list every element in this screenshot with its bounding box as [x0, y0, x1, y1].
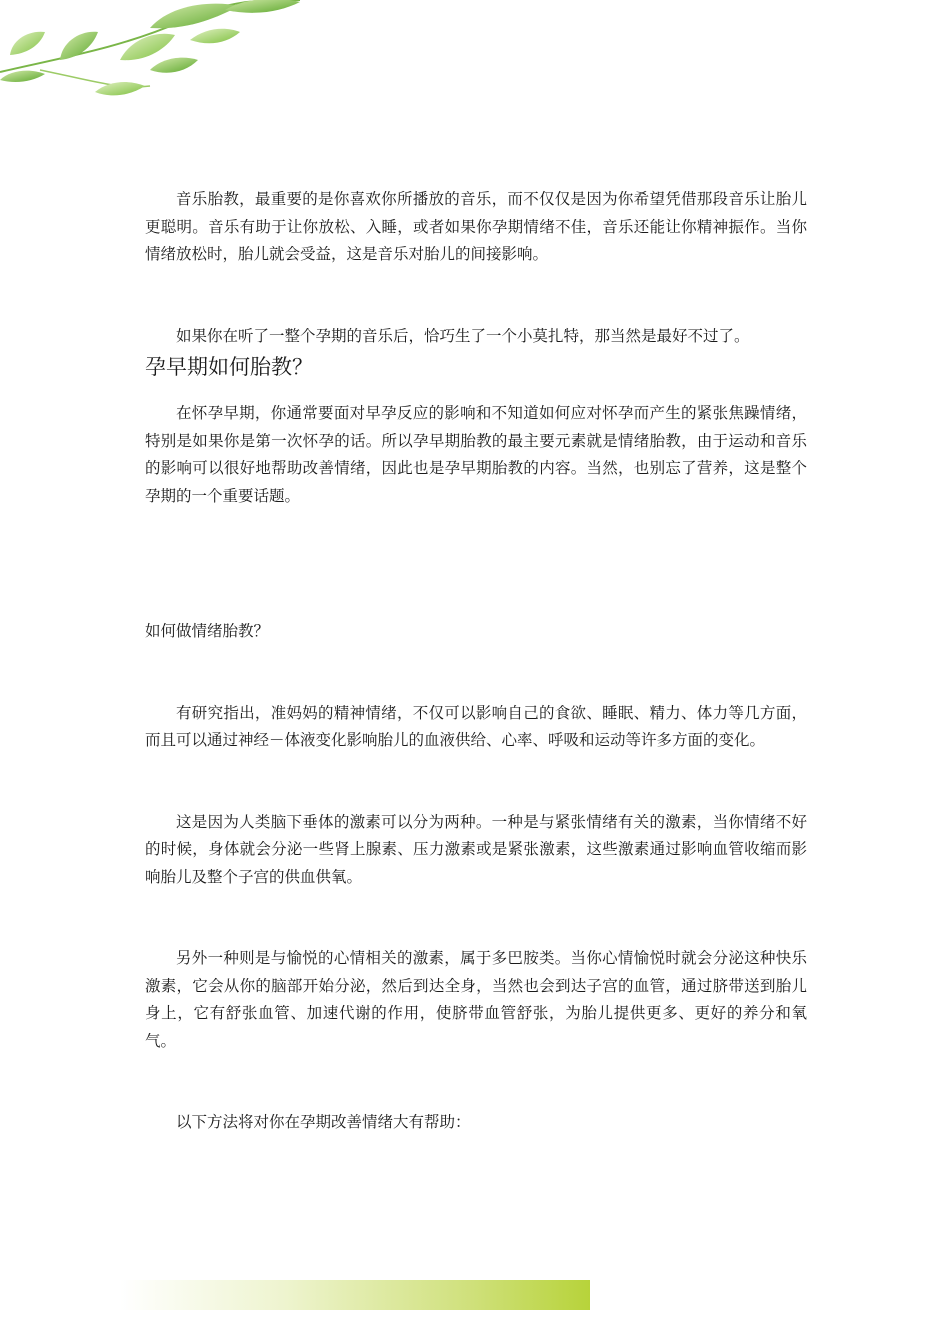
footer-gradient-bar	[120, 1280, 590, 1310]
paragraph-hormones: 这是因为人类脑下垂体的激素可以分为两种。一种是与紧张情绪有关的激素，当你情绪不好的时候，身体就会分泌一些肾上腺素、压力激素或是紧张激素，这些激素通过影响血管收缩而影响胎儿及整个子宫的供血供氧。	[145, 812, 807, 886]
paragraph-early-pregnancy: 在怀孕早期，你通常要面对早孕反应的影响和不知道如何应对怀孕而产生的紧张焦躁情绪，特别是如果你是第一次怀孕的话。所以孕早期胎教的最主要元素就是情绪胎教，由于运动和音乐的影响可以很好地帮助改善情绪，因此也是孕早期胎教的内容。当然，也别忘了营养，这是整个孕期的一个重要话题。	[145, 404, 807, 505]
heading-emotion-education: 如何做情绪胎教？	[145, 622, 270, 640]
document-body	[145, 186, 807, 1137]
paragraph-methods-intro: 以下方法将对你在孕期改善情绪大有帮助：	[176, 1113, 471, 1131]
paragraph-dopamine: 另外一种则是与愉悦的心情相关的激素，属于多巴胺类。当你心情愉悦时就会分泌这种快乐激素，它会从你的脑部开始分泌，然后到达全身，当然也会到达子宫的血管，通过脐带送到胎儿身上，它有舒张血管、加速代谢的作用，使脐带血管舒张，为胎儿提供更多、更好的养分和氧气。	[145, 949, 807, 1050]
leaf-vine-decoration	[0, 0, 310, 110]
heading-early-pregnancy: 孕早期如何胎教？	[145, 355, 313, 379]
paragraph-research: 有研究指出，准妈妈的精神情绪，不仅可以影响自己的食欲、睡眠、精力、体力等几方面，而且可以通过神经－体液变化影响胎儿的血液供给、心率、呼吸和运动等许多方面的变化。	[145, 703, 807, 749]
paragraph-music-education: 音乐胎教，最重要的是你喜欢你所播放的音乐，而不仅仅是因为你希望凭借那段音乐让胎儿更聪明。音乐有助于让你放松、入睡，或者如果你孕期情绪不佳，音乐还能让你精神振作。当你情绪放松时，胎儿就会受益，这是音乐对胎儿的间接影响。	[145, 190, 807, 263]
paragraph-mozart: 如果你在听了一整个孕期的音乐后，恰巧生了一个小莫扎特，那当然是最好不过了。	[176, 326, 750, 345]
